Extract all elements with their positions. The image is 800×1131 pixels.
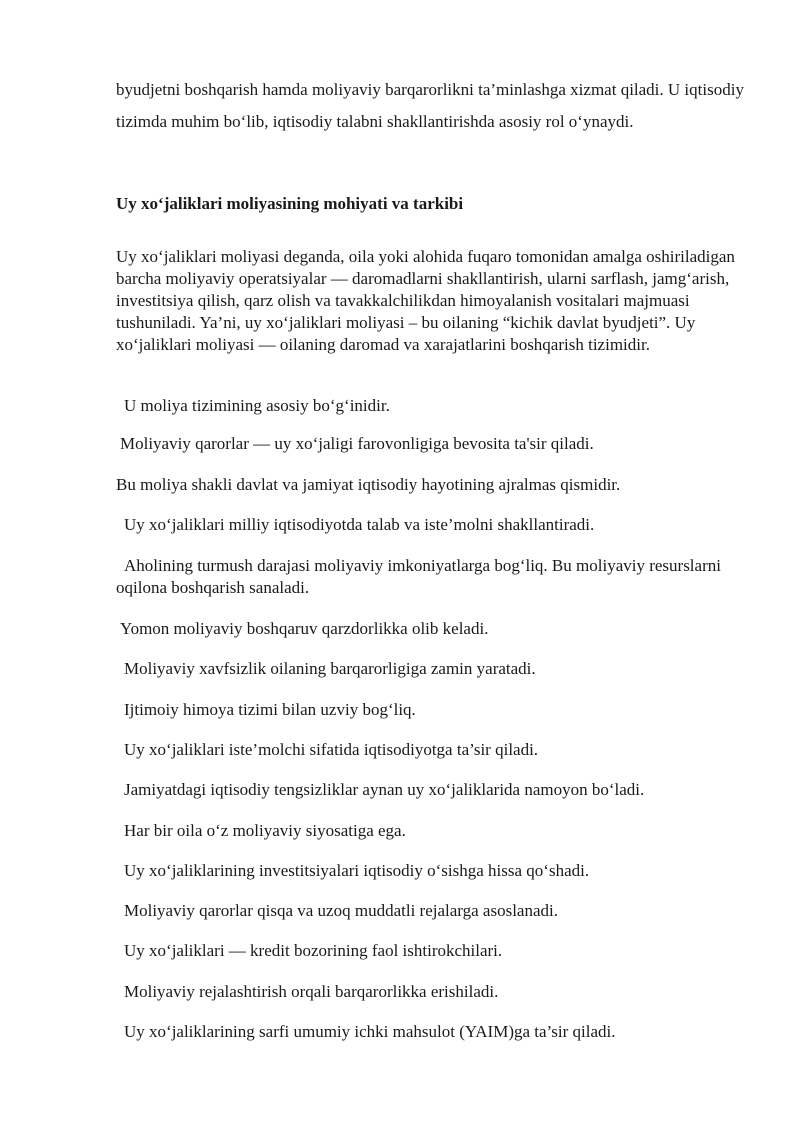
intro-paragraph: byudjetni boshqarish hamda moliyaviy barqarorlikni ta’minlashga xizmat qiladi. U iqtisodiy tizimda muhim bo‘lib, iqtisodiy talabni shakllantirishda asosiy rol o‘ynaydi. <box>116 80 744 131</box>
statement-line: Har bir oila o‘z moliyaviy siyosatiga ega. <box>124 821 406 840</box>
statement-line: Moliyaviy xavfsizlik oilaning barqarorligiga zamin yaratadi. <box>124 659 536 678</box>
statement-line: Uy xo‘jaliklari iste’molchi sifatida iqtisodiyotga ta’sir qiladi. <box>124 740 539 759</box>
statement-line: Uy xo‘jaliklari milliy iqtisodiyotda talab va iste’molni shakllantiradi. <box>124 515 595 534</box>
statement-line: Bu moliya shakli davlat va jamiyat iqtisodiy hayotining ajralmas qismidir. <box>116 475 621 494</box>
statement-line: Jamiyatdagi iqtisodiy tengsizliklar aynan uy xo‘jaliklarida namoyon bo‘ladi. <box>124 780 645 799</box>
statement-line: U moliya tizimining asosiy bo‘g‘inidir. <box>124 396 390 415</box>
statement-line: Moliyaviy qarorlar — uy xo‘jaligi farovonligiga bevosita ta'sir qiladi. <box>120 434 594 453</box>
statement-line: Moliyaviy rejalashtirish orqali barqarorlikka erishiladi. <box>124 982 499 1001</box>
section-heading: Uy xo‘jaliklari moliyasining mohiyati va tarkibi <box>116 194 464 213</box>
definition-paragraph: Uy xo‘jaliklari moliyasi deganda, oila yoki alohida fuqaro tomonidan amalga oshiriladigan barcha moliyaviy operatsiyalar — daromadlarni shakllantirish, ularni sarflash, jamg‘arish, investitsiya qilish, qarz olish va tavakkalchilikdan himoyalanish vositalari majmuasi tushuniladi. Ya’ni, uy xo‘jaliklari moliyasi – bu oilaning “kichik davlat byudjeti”. Uy xo‘jaliklari moliyasi — oilaning daromad va xarajatlarini boshqarish tizimidir. <box>116 247 735 354</box>
statement-paragraph: Aholining turmush darajasi moliyaviy imkoniyatlarga bog‘liq. Bu moliyaviy resurslarni oqilona boshqarish sanaladi. <box>116 556 721 597</box>
statement-line: Uy xo‘jaliklarining investitsiyalari iqtisodiy o‘sishga hissa qo‘shadi. <box>124 861 590 880</box>
statement-line: Uy xo‘jaliklari — kredit bozorining faol ishtirokchilari. <box>124 941 503 960</box>
statement-line: Uy xo‘jaliklarining sarfi umumiy ichki mahsulot (YAIM)ga ta’sir qiladi. <box>124 1022 616 1041</box>
statement-line: Moliyaviy qarorlar qisqa va uzoq muddatli rejalarga asoslanadi. <box>124 901 558 920</box>
statement-line: Yomon moliyaviy boshqaruv qarzdorlikka olib keladi. <box>120 619 489 638</box>
statement-line: Ijtimoiy himoya tizimi bilan uzviy bog‘liq. <box>124 700 416 719</box>
